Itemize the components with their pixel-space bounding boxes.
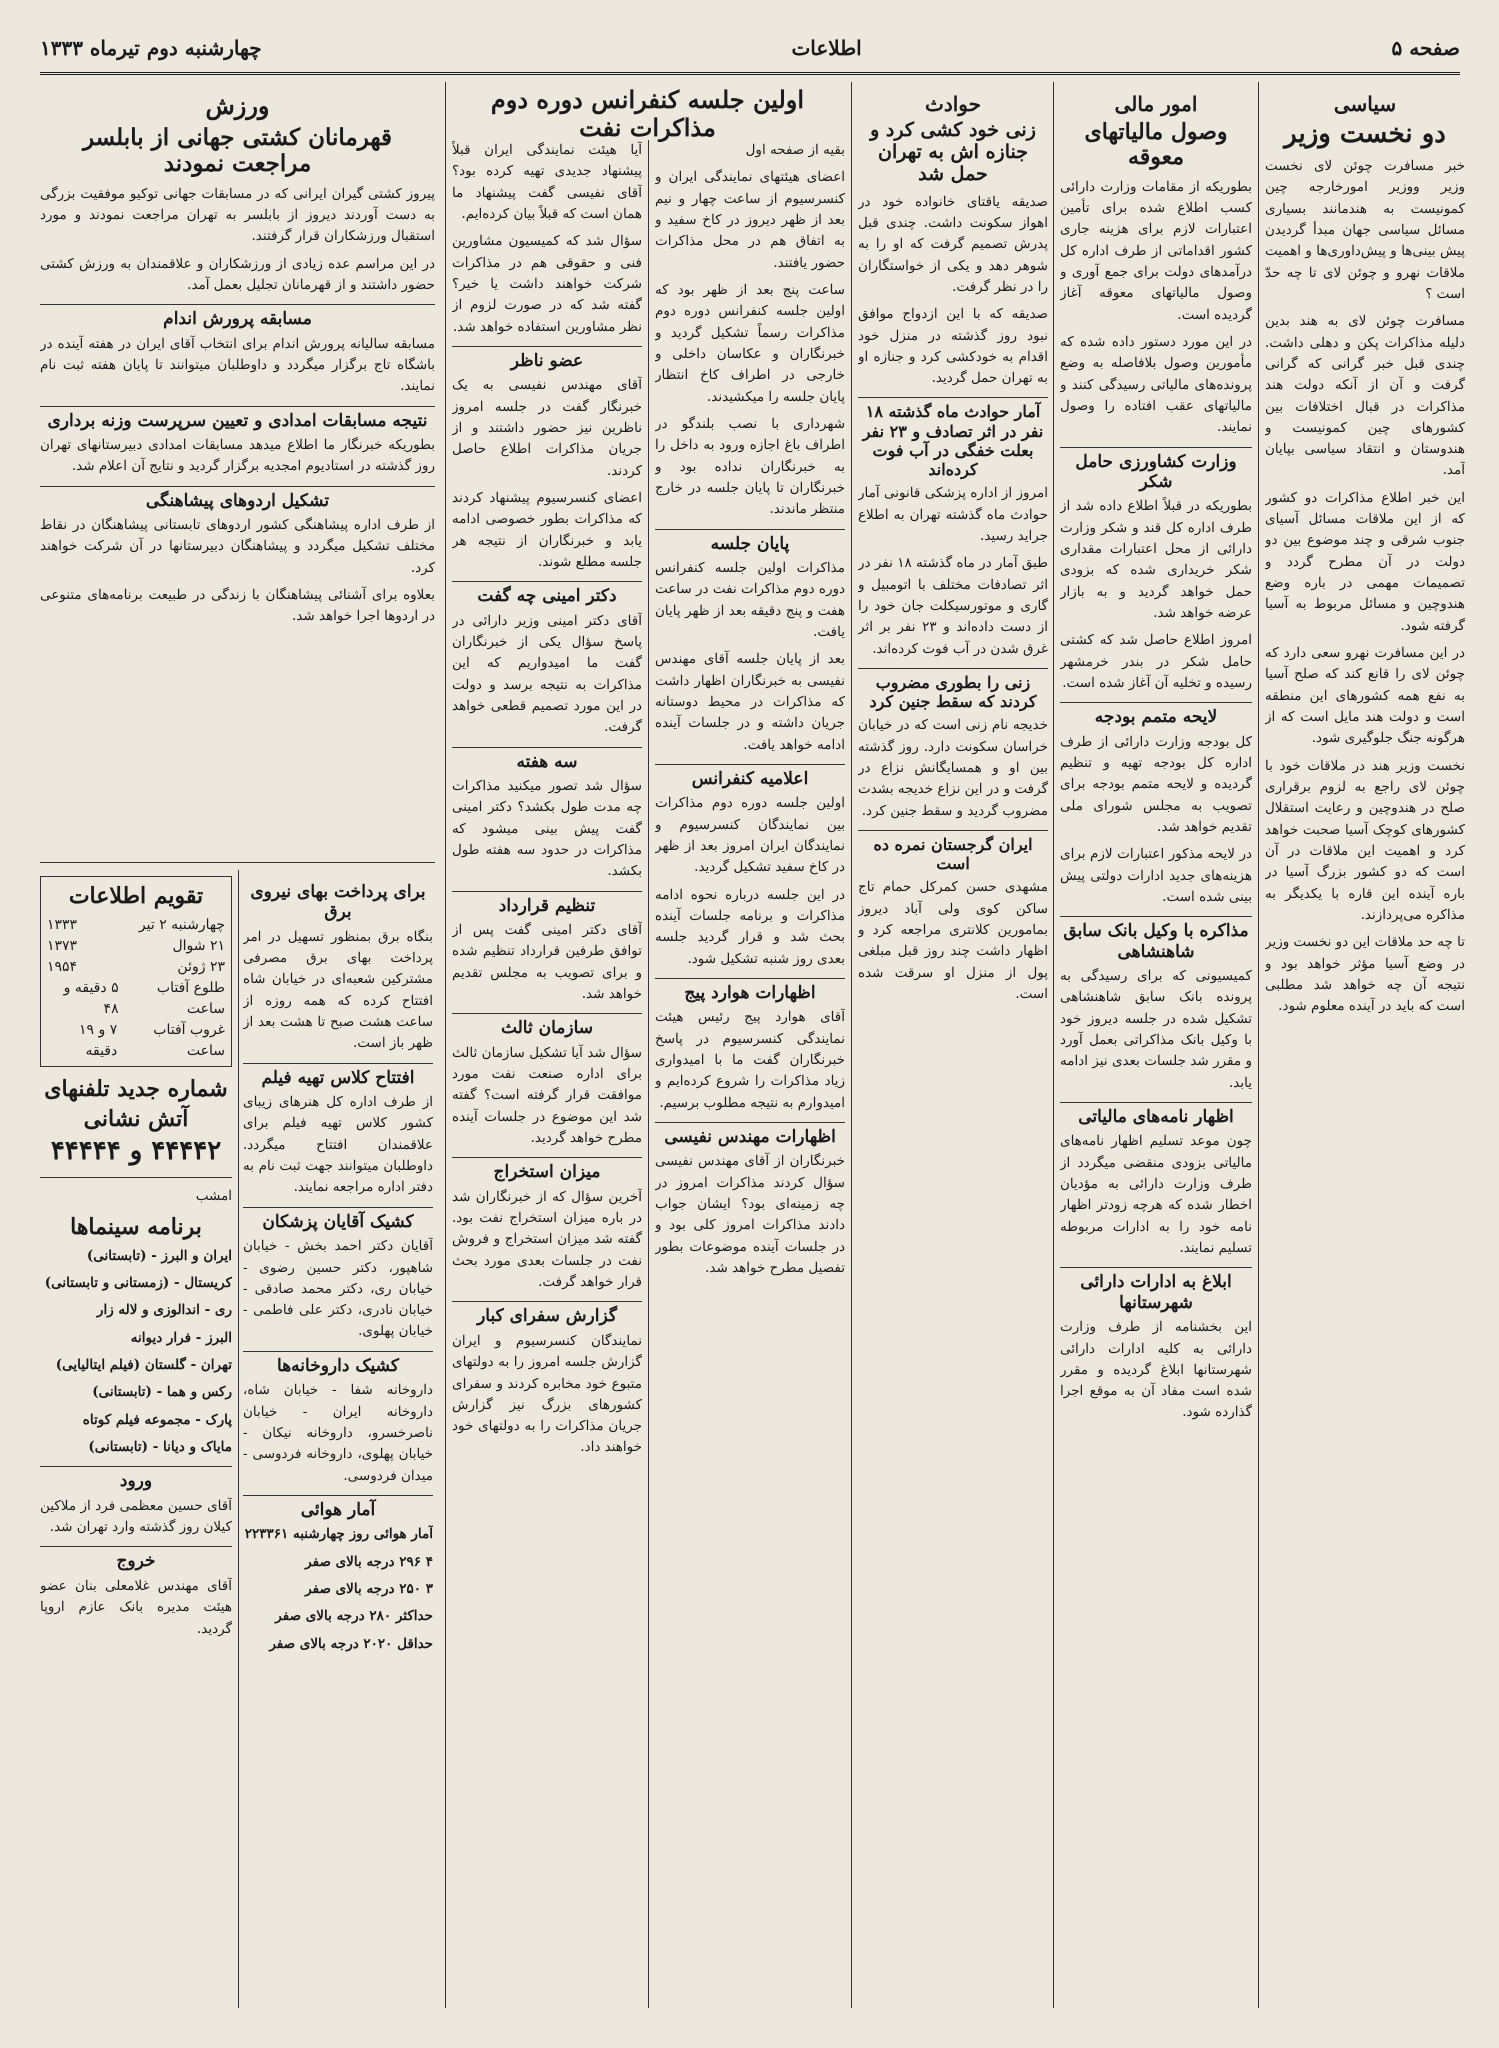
finance-sub1: وزارت کشاورزی حامل شکر xyxy=(1060,447,1252,493)
misc-sub5: آمار هوائی xyxy=(243,1495,433,1520)
sports-p1: در این مراسم عده زیادی از ورزشکاران و علاقمندان به ورزش کشتی حضور داشتند و از قهرمانان تجلیل بعمل آمد. xyxy=(40,255,435,293)
sports-sub2-p0: بطوریکه خبرنگار ما اطلاع میدهد مسابقات امدادی دبیرستانهای تهران روز گذشته در استادیوم امجدیه برگزار گردید و نتایج آن اعلام شد. xyxy=(40,437,435,475)
incidents-p1-0: صدیقه یاقتای خانواده خود در اهواز سکونت داشت. چندی قبل پدرش تصمیم گرفت که او را به شوهر دهد و یکی از خواستگاران را در نظر گرفت. xyxy=(858,193,1048,295)
oil-sub3: اظهارات هوارد پیج xyxy=(655,978,845,1003)
finance-sub1-p1: امروز اطلاع حاصل شد که کشتی حامل شکر در بندر خرمشهر رسیده و تخلیه آن آغاز شده است. xyxy=(1060,632,1252,691)
misc-sub3: کشیک آقایان پزشکان xyxy=(243,1207,433,1232)
oil-p0: اعضای هیئتهای نمایندگی ایران و کنسرسیوم از ساعت چهار و نیم بعد از ظهر دیروز در کاخ سفید و به اتفاق هم در محل مذاکرات حضور یافتند. xyxy=(655,169,845,271)
incidents-p3-0: خدیجه نام زنی است که در خیابان خراسان سکونت دارد. روز گذشته بین او و همسایگانش نزاع در گرفت و در این نزاع خدیجه بشدت مضروب گردید و سقط جنین کرد. xyxy=(858,717,1048,819)
oil-sub3-p0: آقای هوارد پیج رئیس هیئت نمایندگی کنسرسیوم در پاسخ خبرنگاران گفت ما با امیدواری زیاد مذاکرات را شروع کرده‌ایم و امیدوارم به نتیجه مطلوب برسیم. xyxy=(655,1009,845,1111)
headline-finance: وصول مالیاتهای معوقه xyxy=(1084,119,1228,171)
cinema-line: تهران - گلستان (فیلم ایتالیایی) xyxy=(55,1357,232,1374)
oil-sub2: اعلامیه کنفرانس xyxy=(655,764,845,789)
fire-phones-title: شماره جدید تلفنهای آتش نشانی xyxy=(44,1076,228,1132)
incidents-p2-1: طبق آمار در ماه گذشته ۱۸ نفر در اثر تصادفات مختلف با اتومبیل و گاری و موتورسیکلت جان خود را از دست داده‌اند و ۲۳ نفر بر اثر غرق شدن در آب فوت کرده‌اند. xyxy=(858,555,1048,657)
arrivals-sub2-p0: آقای مهندس غلامعلی بنان عضو هیئت مدیره بانک عازم اروپا گردید. xyxy=(40,1577,232,1637)
oil-sub1-p1: بعد از پایان جلسه آقای مهندس نفیسی به خبرنگاران اظهار داشت که مذاکرات در محیط دوستانه جریان داشته و در جلسات آینده ادامه خواهد یافت. xyxy=(655,651,845,753)
finance-p1: در این مورد دستور داده شده که مأمورین وصول بلافاصله به وضع پرونده‌های مالیاتی رسیدگی کنند و مالیاتهای عقب افتاده را وصول نمایند. xyxy=(1060,333,1252,436)
section-title-incidents: حوادث xyxy=(925,92,981,116)
finance-sub3: مذاکره با وکیل بانک سابق شاهنشاهی xyxy=(1060,916,1252,962)
sports-sub2: نتیجه مسابقات امدادی و تعیین سرپرست وزنه برداری xyxy=(40,406,435,431)
finance-sub5-p0: این بخشنامه از طرف وزارت دارائی به کلیه ادارات دارائی شهرستانها ابلاغ گردیده و مقرر شده است مفاد آن به موقع اجرا گذارده شود. xyxy=(1060,1319,1252,1421)
column-rule xyxy=(1258,82,1259,2008)
weather-line: ۴ ۲۹۶ درجه بالای صفر xyxy=(305,1553,433,1570)
oil-sub2-p0: اولین جلسه دوره دوم مذاکرات بین نمایندگان کنسرسیوم و نمایندگان ایران امروز بعد از ظهر در کاخ سفید تشکیل گردید. xyxy=(655,795,845,876)
politics-p1: مسافرت چوئن لای به هند بدین دلیله مذاکرات پکن و دهلی داشت. چندی قبل خبر گرانی که گرانی گرفت و آن از آنکه دولت هند مذاکرات در قبال اختلافات بین کشورهای چین کمونیست و هندوستان و انتقاد سیاسی بپایان آمد. xyxy=(1265,313,1465,479)
oil2-sub1-p0: آقای مهندس نفیسی به یک خبرنگار گفت در جلسه امروز ناظرین نیز حضور داشتند و از جریان مذاکرات اطلاع حاصل کردند. xyxy=(452,377,642,479)
oil-headline-block xyxy=(450,82,845,142)
incidents-column xyxy=(858,82,1048,2008)
calendar-label: ۲۳ ژوئن xyxy=(177,959,225,975)
oil2-sub2-p0: آقای دکتر امینی وزیر دارائی در پاسخ سؤال یکی از خبرنگاران گفت ما امیدواریم که این مذاکرات به نتیجه برسد و دولت در این مورد تصمیم قطعی خواهد گرفت. xyxy=(452,612,642,736)
misc-column xyxy=(243,870,433,2008)
oil2-sub1-p1: اعضای کنسرسیوم پیشنهاد کردند که مذاکرات بطور خصوصی ادامه یابد و خبرنگاران از نتیجه هر جلسه مطلع شوند. xyxy=(452,489,642,570)
sports-sub3: تشکیل اردوهای پیشاهنگی xyxy=(40,486,435,511)
paper-name: اطلاعات xyxy=(791,36,862,60)
oil-sub1: پایان جلسه xyxy=(655,529,845,554)
misc-sub1-p0: بنگاه برق بمنظور تسهیل در امر پرداخت بهای برق مصرفی مشترکین شعبه‌ای در خیابان شاه افتتاح کرده که همه روزه از ساعت هشت صبح تا هشت بعد از ظهر باز است. xyxy=(243,928,433,1052)
oil-kicker: بقیه از صفحه اول xyxy=(745,142,845,158)
sports-sub1-p0: مسابقه سالیانه پرورش اندام برای انتخاب آقای ایران در هفته آینده در باشگاه تاج برگزار میگردد و داوطلبان میتوانند تا پایان هفته ثبت نام نمایند. xyxy=(40,335,435,395)
oil2-sub2: دکتر امینی چه گفت xyxy=(452,581,642,606)
headline-incidents-2: آمار حوادث ماه گذشته ۱۸ نفر در اثر تصادف و ۲۳ نفر بعلت خفگی در آب فوت کرده‌اند xyxy=(858,397,1048,479)
cinema-line: پارک - مجموعه فیلم کوتاه xyxy=(82,1411,232,1428)
calendar-title: تقویم اطلاعات xyxy=(68,883,204,909)
calendar-value: ۷ و ۱۹ دقیقه xyxy=(78,1022,118,1059)
calendar-value: ۵ دقیقه و ۴۸ xyxy=(63,980,119,1017)
oil2-sub4-p0: آقای دکتر امینی گفت پس از توافق طرفین قرارداد تنظیم شده و برای تصویب به مجلس تقدیم خواهد شد. xyxy=(452,922,642,1003)
date-line: چهارشنبه دوم تیرماه ۱۳۳۳ xyxy=(40,36,262,60)
finance-sub3-p0: کمیسیونی که برای رسیدگی به پرونده بانک سابق شاهنشاهی تشکیل شده در جلسه دیروز خود با وکیل بانک مذاکراتی بعمل آورد و مقرر شد جلسات بعدی نیز ادامه یابد. xyxy=(1060,968,1252,1091)
cinema-line: البرز - فرار دیوانه xyxy=(130,1329,232,1346)
oil-sub1-p0: مذاکرات اولین جلسه کنفرانس دوره دوم مذاکرات نفت در ساعت هفت و پنج دقیقه بعد از ظهر پایان یافت. xyxy=(655,559,845,640)
oil-column xyxy=(655,140,845,2008)
oil2-sub5-p0: سؤال شد آیا تشکیل سازمان ثالث برای اداره صنعت نفت مورد موافقت قرار گرفته است؟ گفته شد این موضوع در جلسات آینده مطرح خواهد گردید. xyxy=(452,1044,642,1147)
sports-sub3-p0: از طرف اداره پیشاهنگی کشور اردوهای تابستانی پیشاهنگان در نقاط مختلف تشکیل میگردد و پیشاهنگان دبیرستانها در آن شرکت خواهند کرد. xyxy=(40,517,435,576)
oil2-sub7-p0: نمایندگان کنسرسیوم و ایران گزارش جلسه امروز را به دولتهای متبوع خود مخابره کردند و سفرای کشورهای بزرگ نیز گزارش جریان مذاکرات را به دولتهای خود خواهند داد. xyxy=(452,1332,642,1456)
oil2-sub6-p0: آخرین سؤال که از خبرنگاران شد در باره میزان استخراج نفت بود. گفته شد میزان استخراج و فروش نفت در جلسات بعدی مورد بحث قرار خواهد گرفت. xyxy=(452,1188,642,1291)
oil2-sub4: تنظیم قرارداد xyxy=(452,891,642,916)
politics-p5: تا چه حد ملاقات این دو نخست وزیر در وضع آسیا مؤثر خواهد بود و نتیجه آن چه خواهد شد مطلبی است که باید در آینده معلوم شود. xyxy=(1265,934,1465,1015)
oil-sub4-p0: خبرنگاران از آقای مهندس نفیسی سؤال کردند مذاکرات امروز در چه زمینه‌ای بود؟ ایشان جواب دادند مذاکرات امروز کلی بود و در جلسات آینده موضوعات بطور تفصیل مطرح خواهد شد. xyxy=(655,1153,845,1276)
misc-sub3-p0: آقایان دکتر احمد بخش - خیابان شاهپور، دکتر حسین رضوی - خیابان ری، دکتر محمد صادقی - خیابان نادری، دکتر علی فاطمی - خیابان پهلوی. xyxy=(243,1238,433,1340)
politics-p3: در این مسافرت نهرو سعی دارد که چوئن لای را قانع کند که صلح آسیا به نفع همه کشورهای این منطقه است و دولت هند مایل است که از هرگونه جنگ جلوگیری شود. xyxy=(1265,645,1465,747)
cinema-line: ایران و البرز - (تابستانی) xyxy=(86,1247,232,1264)
incidents-p1-1: صدیقه که با این ازدواج موافق نبود روز گذشته در منزل خود اقدام به خودکشی کرد و جنازه او به تهران حمل گردید. xyxy=(858,306,1048,387)
incidents-p2-0: امروز از اداره پزشکی قانونی آمار حوادث ماه گذشته تهران به اطلاع جراید رسید. xyxy=(858,485,1048,544)
column-rule xyxy=(238,870,239,2008)
oil2-sub3-p0: سؤال شد تصور میکنید مذاکرات چه مدت طول بکشد؟ دکتر امینی گفت پیش بینی میشود که مذاکرات در حدود سه هفته طول بکشد. xyxy=(452,778,642,880)
sports-p0: پیروز کشتی گیران ایرانی که در مسابقات جهانی توکیو موفقیت بزرگی به دست آوردند دیروز از بابلسر به تهران مراجعت نمودند و مورد استقبال ورزشکاران قرار گرفتند. xyxy=(40,185,435,245)
cinema-line: رکس و هما - (تابستانی) xyxy=(92,1384,232,1401)
headline-politics: دو نخست وزیر xyxy=(1284,119,1446,149)
oil-p1: ساعت پنج بعد از ظهر بود که اولین جلسه کنفرانس دوره دوم مذاکرات رسماً تشکیل گردید و خبرنگاران و عکاسان داخلی و خارجی در اطراف کاخ انتظار پایان جلسه را میکشیدند. xyxy=(655,281,845,405)
finance-sub2-p1: در لایحه مذکور اعتبارات لازم برای هزینه‌های جدید ادارات دولتی پیش بینی شده است. xyxy=(1060,846,1252,905)
oil2-p0: آیا هیئت نمایندگی ایران قبلاً پیشنهاد جدیدی تهیه کرده بود؟ آقای نفیسی گفت پیشنهاد ما همان است که قبلاً بیان کرده‌ایم. xyxy=(452,142,642,222)
finance-sub2: لایحه متمم بودجه xyxy=(1060,702,1252,727)
oil-sub4: اظهارات مهندس نفیسی xyxy=(655,1122,845,1147)
oil2-p1: سؤال شد که کمیسیون مشاورین فنی و حقوقی هم در مذاکرات شرکت خواهند داشت یا خیر؟ گفته شد که در صورت لزوم از نظر مشاورین استفاده خواهد شد. xyxy=(452,233,642,335)
page-number: صفحه ۵ xyxy=(1391,36,1460,60)
oil2-column xyxy=(452,140,642,2008)
politics-column xyxy=(1265,82,1465,2008)
section-title-politics: سیاسی xyxy=(1333,92,1397,116)
finance-sub5: ابلاغ به ادارات دارائی شهرستانها xyxy=(1060,1267,1252,1313)
calendar-label: ۲۱ شوال xyxy=(172,938,225,954)
oil2-sub3: سه هفته xyxy=(452,747,642,772)
column-rule xyxy=(851,82,852,2008)
cinema-line: مایاک و دیانا - (تابستانی) xyxy=(88,1439,232,1456)
cinema-line: ری - اندالوزی و لاله زار xyxy=(96,1302,232,1319)
calendar-row xyxy=(47,957,225,978)
arrivals-sub1: ورود xyxy=(40,1466,232,1491)
sports-sub3-p1: بعلاوه برای آشنائی پیشاهنگان با زندگی در طبیعت برنامه‌های متنوعی در اردوها اجرا خواهد شد. xyxy=(40,587,435,625)
cinema-kicker: امشب xyxy=(195,1188,232,1205)
separator xyxy=(40,1177,232,1178)
calendar-row xyxy=(47,978,225,1020)
calendar-value: ۱۳۷۳ xyxy=(47,938,78,954)
column-rule xyxy=(648,140,649,2008)
weather-line: حداکثر ۲۸۰ درجه بالای صفر xyxy=(275,1608,433,1625)
finance-sub4: اظهار نامه‌های مالیاتی xyxy=(1060,1102,1252,1127)
header-rule xyxy=(40,72,1460,75)
section-title-sports: ورزش xyxy=(205,91,270,120)
calendar-box xyxy=(40,876,232,1067)
incidents-p4-0: مشهدی حسن کمرکل حمام تاج ساکن کوی ولی آباد دیروز بمامورین کلانتری مراجعه کرد و اظهار داشت چند روز قبل مبلغی پول از منزل او سرقت شده است. xyxy=(858,879,1048,1002)
calendar-value: ۱۳۳۳ xyxy=(47,917,78,933)
weather-line: آمار هوائی روز چهارشنبه ۲۲۳۳۶۱ xyxy=(244,1526,433,1543)
weather-line: حداقل ۲۰۲۰ درجه بالای صفر xyxy=(269,1635,433,1652)
politics-p0: خبر مسافرت چوئن لای نخست وزیر ووزیر امورخارجه چین کمونیست به هندمانند بسیاری مسائل سیاسی جهان مبدأ گردیدن پیش بینی‌ها و پیش‌داوری‌ها و اهمیت ملاقات نهرو و چوئن لای تا چه حدّ است ؟ xyxy=(1265,157,1465,302)
finance-column xyxy=(1060,82,1252,2008)
column-rule xyxy=(445,82,446,2008)
headline-incidents-4: ایران گرجستان نمره ده است xyxy=(858,830,1048,873)
cinema-line: کریستال - (زمستانی و تابستانی) xyxy=(44,1275,232,1292)
misc-sub4-p0: داروخانه شفا - خیابان شاه، داروخانه ایران - خیابان ناصرخسرو، داروخانه نیکان - خیابان پهلوی، داروخانه فردوسی - میدان فردوسی. xyxy=(243,1382,433,1484)
calendar-label: غروب آفتاب ساعت xyxy=(153,1022,225,1059)
column-rule xyxy=(1053,82,1054,2008)
finance-sub2-p0: کل بودجه وزارت دارائی از طرف اداره کل بودجه تهیه و تنظیم گردیده و لایحه متمم بودجه برای تصویب به مجلس شورای ملی تقدیم خواهد شد. xyxy=(1060,733,1252,835)
headline-oil: اولین جلسه کنفرانس دوره دوم مذاکرات نفت xyxy=(490,85,805,142)
misc-sub1: برای پرداخت بهای نیروی برق xyxy=(250,882,426,923)
oil-p2: شهرداری با نصب بلندگو در اطراف باغ اجازه ورود به داخل را به خبرنگاران نداده بود و خبرنگاران تا پایان جلسه در خارج منتظر ماندند. xyxy=(655,415,845,518)
sports-sub1: مسابقه پرورش اندام xyxy=(40,304,435,329)
section-rule xyxy=(40,862,435,863)
sports-block xyxy=(40,82,435,862)
calendar-label: چهارشنبه ۲ تیر xyxy=(138,917,225,933)
politics-p4: نخست وزیر هند در ملاقات خود با چوئن لای راجع به لزوم برقراری صلح در هندوچین و رعایت استقلال کشورهای کوچک آسیا صحبت خواهد کرد و اهمیت این ملاقات در آن است که دو کشور بزرگ آسیا در باره آینده این قاره با یکدیگر به مذاکره می‌پردازند. xyxy=(1265,757,1465,924)
oil2-sub7: گزارش سفرای کبار xyxy=(452,1301,642,1326)
politics-p2: این خبر اطلاع مذاکرات دو کشور که از این ملاقات مسائل آسیای جنوب شرقی و چند موضوع بین دو دولت در آن مطرح گردد و تصمیمات مهمی در باره وضع هندوچین و مسائل مربوط به آسیا گرفته شود. xyxy=(1265,489,1465,634)
calendar-label: طلوع آفتاب ساعت xyxy=(156,980,225,1017)
misc-sub2: افتتاح کلاس تهیه فیلم xyxy=(243,1063,433,1088)
oil2-sub5: سازمان ثالث xyxy=(452,1013,642,1038)
weather-line: ۳ ۲۵۰ درجه بالای صفر xyxy=(305,1580,433,1597)
listings-column xyxy=(40,870,232,2008)
running-head xyxy=(40,30,1460,66)
misc-sub4: کشیک داروخانه‌ها xyxy=(243,1351,433,1376)
headline-incidents-1: زنی خود کشی کرد و جنازه اش به تهران حمل شد xyxy=(870,119,1036,185)
oil2-sub6: میزان استخراج xyxy=(452,1157,642,1182)
calendar-value: ۱۹۵۴ xyxy=(47,959,78,975)
section-title-finance: امور مالی xyxy=(1114,92,1198,116)
finance-p0: بطوریکه از مقامات وزارت دارائی کسب اطلاع شده برای تأمین اعتبارات لازم برای هزینه جاری کشور اقداماتی از طرف اداره کل درآمدهای دولت برای جمع آوری و وصول مالیاتهای معوقه آغاز گردیده است. xyxy=(1060,178,1252,323)
oil2-sub1: عضو ناظر xyxy=(452,346,642,371)
fire-phones-numbers: ۴۴۴۴۲ و ۴۴۴۴۴ xyxy=(50,1136,222,1167)
cinema-title: برنامه سینماها xyxy=(70,1213,202,1240)
misc-sub2-p0: از طرف اداره کل هنرهای زیبای کشور کلاس تهیه فیلم برای علاقمندان افتتاح میگردد. داوطلبان میتوانند جهت ثبت نام به دفتر اداره مراجعه نمایند. xyxy=(243,1094,433,1196)
fire-phones-block xyxy=(40,1075,232,1169)
finance-sub1-p0: بطوریکه در قبلاً اطلاع داده شد از طرف اداره کل قند و شکر وزارت دارائی از محل اعتبارات مقداری شکر خریداری شده که بزودی حمل خواهد گردید و به بازار عرضه خواهد شد. xyxy=(1060,498,1252,621)
headline-incidents-3: زنی را بطوری مضروب کردند که سقط جنین کرد xyxy=(858,668,1048,711)
arrivals-sub2: خروج xyxy=(40,1546,232,1571)
finance-sub4-p0: چون موعد تسلیم اظهار نامه‌های مالیاتی بزودی منقضی میگردد از طرف وزارت دارائی به مؤدیان اخطار شده که هرچه زودتر اظهار نامه خود را به ادارات مربوطه تسلیم نمایند. xyxy=(1060,1133,1252,1257)
arrivals-sub1-p0: آقای حسین معظمی فرد از ملاکین کیلان روز گذشته وارد تهران شد. xyxy=(40,1497,232,1536)
oil-sub2-p1: در این جلسه درباره نحوه ادامه مذاکرات و برنامه جلسات آینده بحث شد و قرار گردید جلسه بعدی روز شنبه تشکیل شود. xyxy=(655,886,845,967)
calendar-row xyxy=(47,915,225,936)
calendar-row xyxy=(47,936,225,957)
calendar-row xyxy=(47,1020,225,1062)
headline-sports: قهرمانان کشتی جهانی از بابلسر مراجعت نمودند xyxy=(82,123,393,178)
